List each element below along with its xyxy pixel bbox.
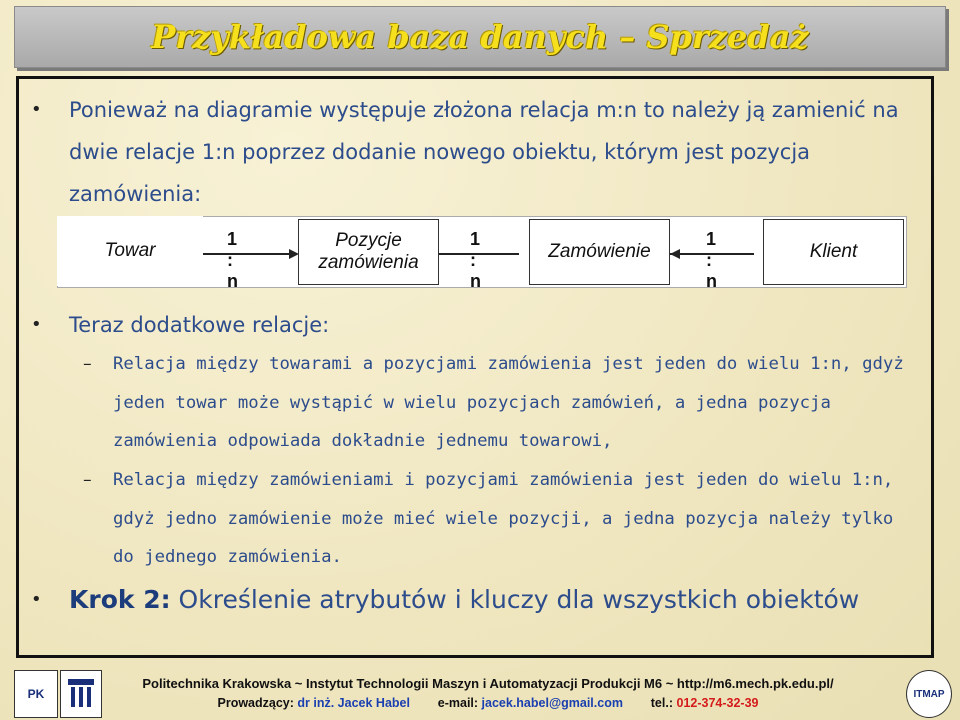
step2-text: Określenie atrybutów i kluczy dla wszystkich obiektów [170, 585, 860, 614]
relation-label-3: 1 : n [706, 229, 717, 291]
sub-item-2-text: Relacja między zamówieniami i pozycjami zamówienia jest jeden do wielu 1:n, gdyż jedno zamówienie może mieć wiele pozycji, a jedna pozycja należy tylko do jednego zamówienia. [113, 470, 894, 568]
bullet-intro-text: Ponieważ na diagramie występuje złożona relacja m:n to należy ją zamienić na dwie relacje 1:n poprzez dodanie nowego obiektu, którym jest pozycja zamówienia: [69, 98, 899, 206]
dash-icon: – [83, 354, 92, 374]
title-bar [14, 6, 946, 68]
bullet-relations [31, 304, 917, 346]
pk-logo-text: PK [27, 687, 45, 701]
itmap-logo [906, 670, 952, 718]
footer-tel-label: tel.: [650, 696, 673, 710]
step2-label: Krok 2: [69, 585, 171, 614]
footer [0, 666, 960, 720]
sub-item-2 [79, 461, 919, 577]
footer-contact [116, 696, 860, 710]
footer-email-label: e-mail: [437, 696, 479, 710]
footer-institution: Politechnika Krakowska ~ Instytut Technologii Maszyn i Automatyzacji Produkcji M6 ~ http://m6.mech.pk.edu.pl/ [142, 676, 834, 691]
bullet-relations-text: Teraz dodatkowe relacje: [69, 313, 330, 337]
content-frame [16, 76, 934, 658]
bullet-dot-icon: • [31, 314, 42, 335]
dash-icon: – [83, 470, 92, 490]
bullet-step2 [31, 579, 917, 621]
footer-prow-label: Prowadzący: [217, 696, 294, 710]
diagram-connectors [19, 79, 937, 339]
entity-pozycje-label: Pozycje zamówienia [318, 230, 419, 273]
sub-item-1-text: Relacja między towarami a pozycjami zamówienia jest jeden do wielu 1:n, gdyż jeden towar może wystąpić w wielu pozycjach zamówień, a jedna pozycja zamówienia odpowiada dokładnie jednemu towarowi, [113, 354, 904, 452]
entity-zamowienie [529, 219, 670, 285]
entity-pozycje [298, 219, 439, 285]
footer-prow-name: dr inż. Jacek Habel [297, 696, 410, 710]
sub-item-1 [79, 345, 919, 461]
itmap-logo-text: ITMAP [913, 688, 945, 700]
pk-logo [14, 670, 58, 718]
entity-towar [57, 216, 203, 286]
institute-logo-icon [60, 670, 102, 718]
bullet-dot-icon: • [31, 99, 42, 120]
entity-towar-label: Towar [104, 240, 156, 261]
entity-klient [763, 219, 904, 285]
slide-title: Przykładowa baza danych – Sprzedaż [151, 18, 809, 56]
relation-label-2: 1 : n [470, 229, 481, 291]
bullet-dot-icon: • [31, 589, 42, 610]
footer-email[interactable]: jacek.habel@gmail.com [481, 696, 623, 710]
relation-label-1: 1 : n [227, 229, 238, 291]
entity-zamowienie-label: Zamówienie [548, 241, 651, 262]
entity-klient-label: Klient [809, 241, 858, 262]
footer-tel: 012-374-32-39 [676, 696, 759, 710]
